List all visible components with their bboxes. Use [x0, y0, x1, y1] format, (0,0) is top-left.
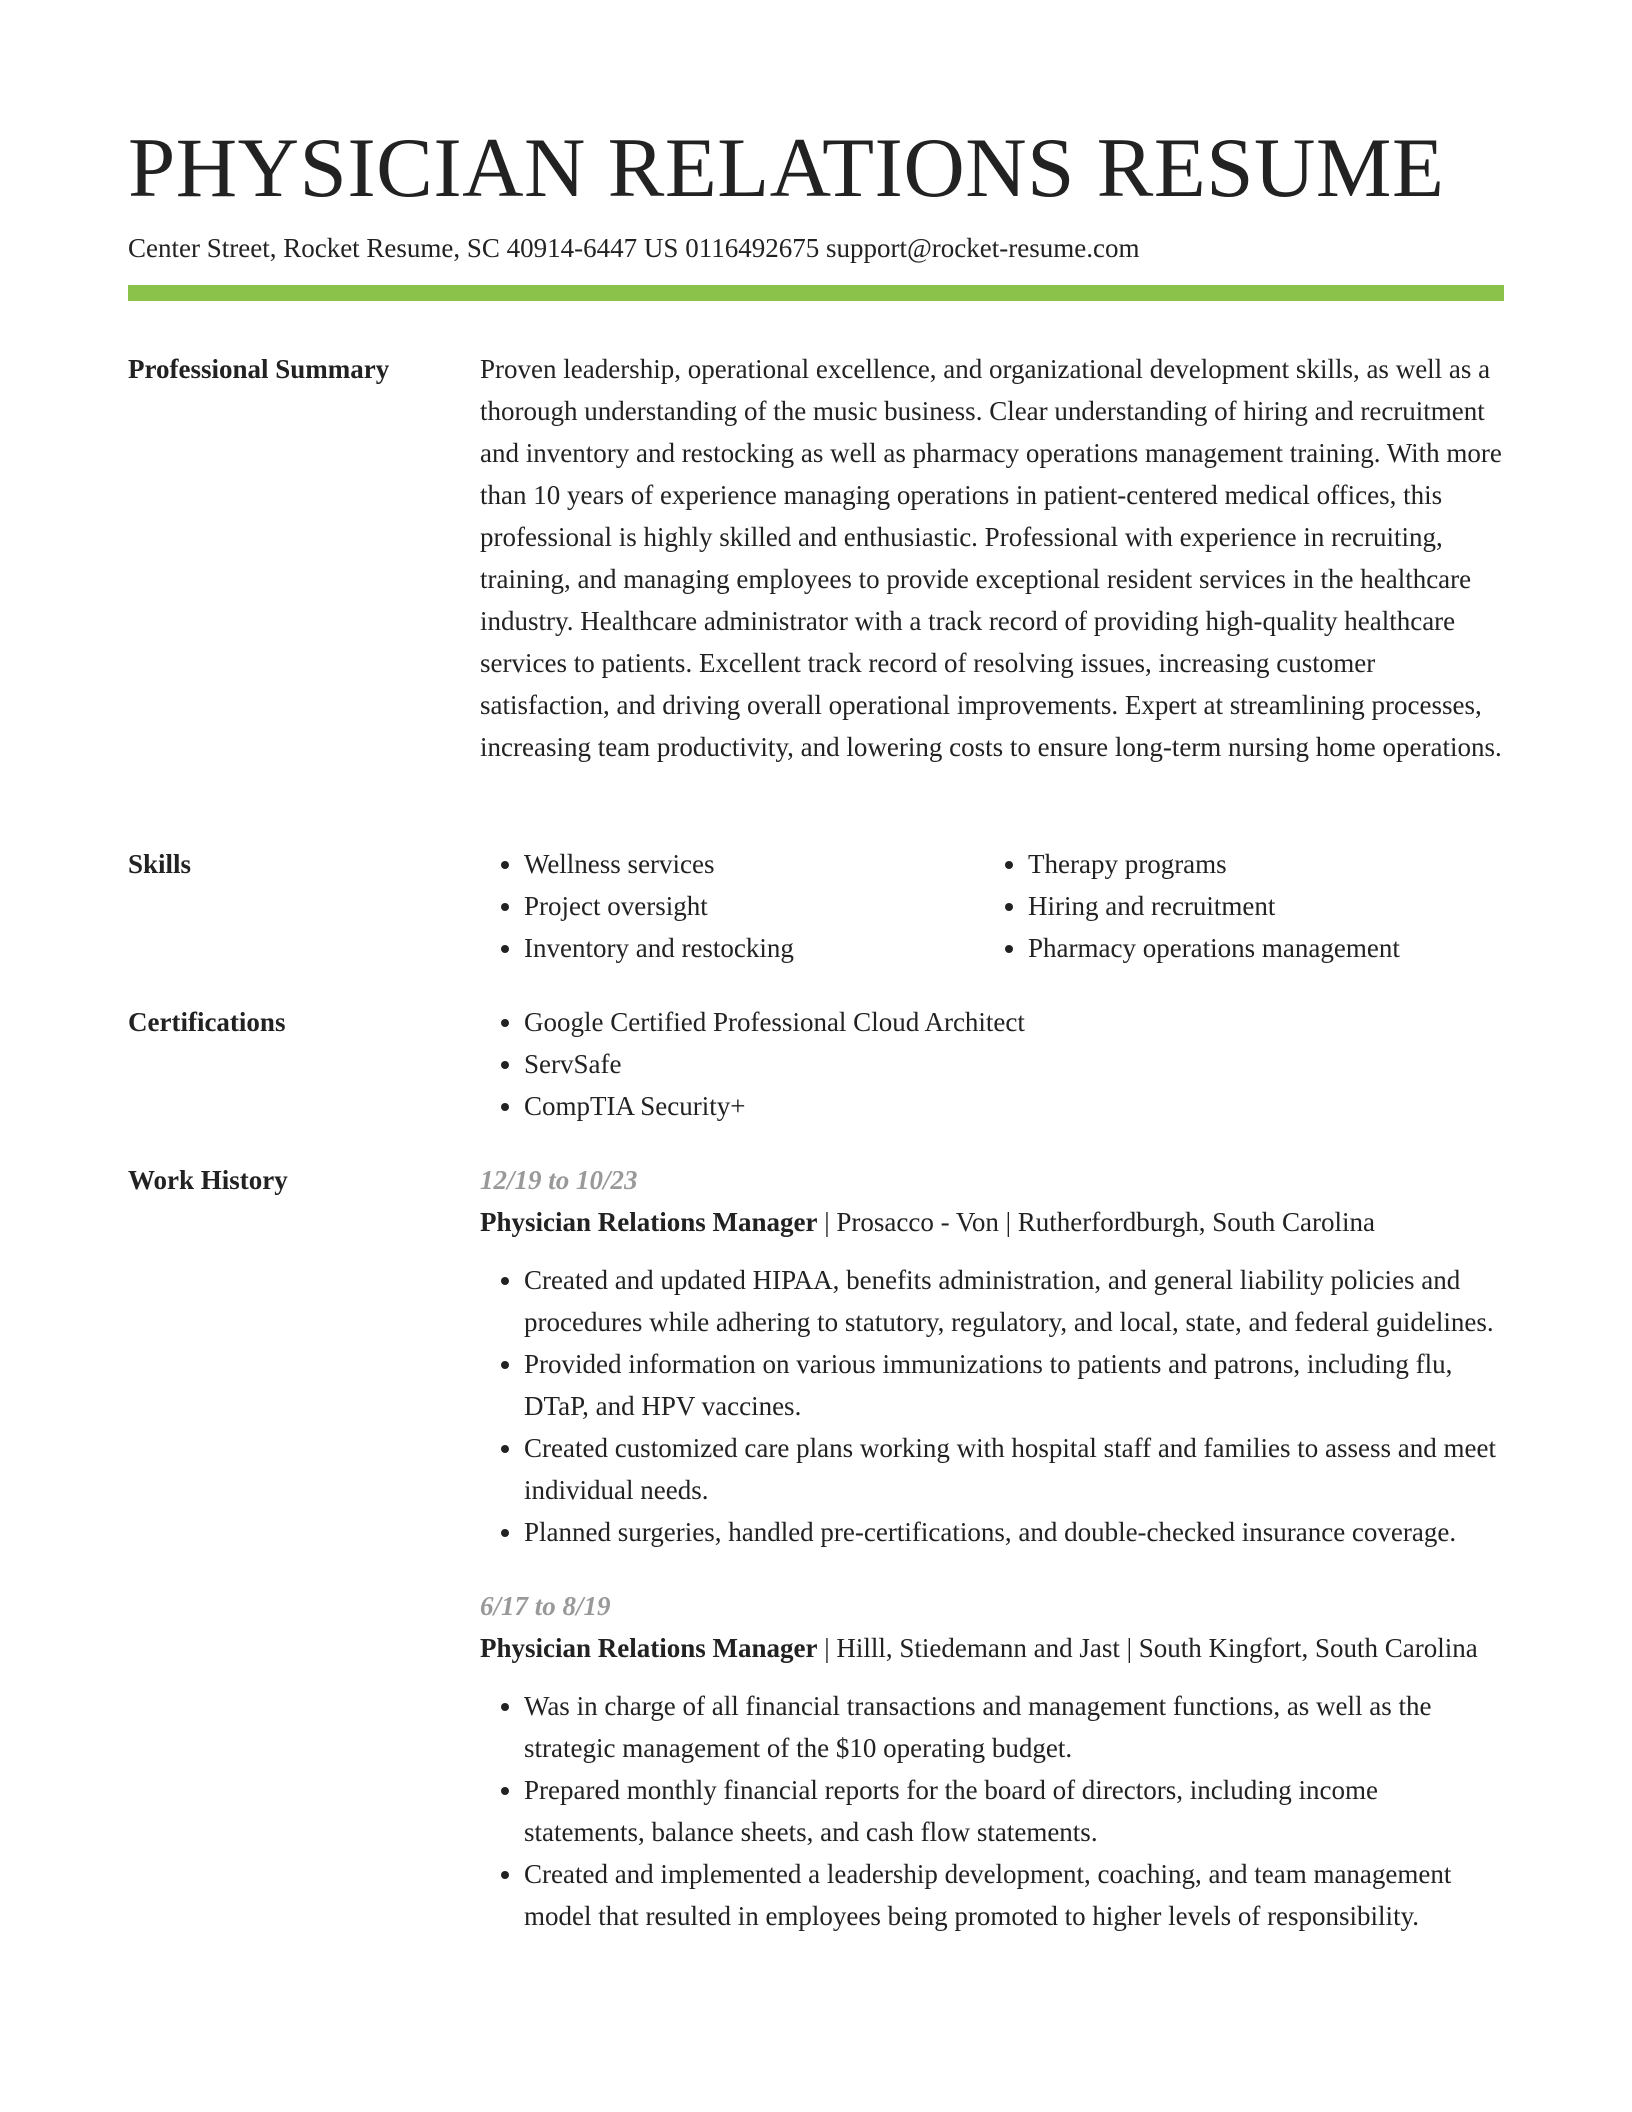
job-title: Physician Relations Manager — [480, 1207, 818, 1237]
skills-label: Skills — [128, 849, 192, 879]
skills-grid — [480, 843, 1504, 969]
certifications-label: Certifications — [128, 1007, 286, 1037]
job-bullets — [480, 1259, 1504, 1553]
job-bullet: • Created customized care plans working with hospital staff and families to assess and meet individual needs. — [524, 1427, 1504, 1511]
job-bullets — [480, 1685, 1504, 1937]
job-details: | Hilll, Stiedemann and Jast | South Kingfort, South Carolina — [817, 1633, 1478, 1663]
job-bullet: • Prepared monthly financial reports for the board of directors, including income statements, balance sheets, and cash flow statements. — [524, 1769, 1504, 1853]
skills-list-left — [480, 843, 984, 969]
resume-title: PHYSICIAN RELATIONS RESUME — [128, 121, 1445, 215]
contact-line: Center Street, Rocket Resume, SC 40914-6447 US 0116492675 support@rocket-resume.com — [128, 233, 1140, 263]
skill-item: • Pharmacy operations management — [1028, 927, 1488, 969]
skill-item: • Project oversight — [524, 885, 984, 927]
certification-item: • ServSafe — [524, 1043, 1504, 1085]
job-entry — [480, 1159, 1504, 1553]
skill-item: • Inventory and restocking — [524, 927, 984, 969]
skills-column-left — [480, 843, 984, 969]
job-heading — [480, 1627, 1504, 1669]
certifications-body — [480, 1001, 1504, 1127]
skills-list-right — [984, 843, 1488, 969]
job-bullet: • Created and updated HIPAA, benefits administration, and general liability policies and procedures while adhering to statutory, regulatory, and local, state, and federal guidelines. — [524, 1259, 1504, 1343]
certifications-list — [480, 1001, 1504, 1127]
skill-item: • Hiring and recruitment — [1028, 885, 1488, 927]
summary-body — [480, 348, 1504, 768]
skills-column-right — [984, 843, 1488, 969]
header-divider — [128, 285, 1504, 301]
summary-text: Proven leadership, operational excellence, and organizational development skills, as well as a thorough understanding of the music business. Clear understanding of hiring and recruitment and inventory and restocking as well as pharmacy operations management training. With more than 10 years of experience managing operations in patient-centered medical offices, this professional is highly skilled and enthusiastic. Professional with experience in recruiting, training, and managing employees to provide exceptional resident services in the healthcare industry. Healthcare administrator with a track record of providing high-quality healthcare services to patients. Excellent track record of resolving issues, increasing customer satisfaction, and driving overall operational improvements. Expert at streamlining processes, increasing team productivity, and lowering costs to ensure long-term nursing home operations. — [480, 354, 1502, 762]
job-bullet: • Planned surgeries, handled pre-certifications, and double-checked insurance coverage. — [524, 1511, 1504, 1553]
job-date: 12/19 to 10/23 — [480, 1165, 638, 1195]
job-bullet: • Was in charge of all financial transactions and management functions, as well as the strategic management of the $10 operating budget. — [524, 1685, 1504, 1769]
job-bullet: • Created and implemented a leadership development, coaching, and team management model that resulted in employees being promoted to higher levels of responsibility. — [524, 1853, 1504, 1937]
job-heading — [480, 1201, 1504, 1243]
work-history-label: Work History — [128, 1165, 288, 1195]
certification-item: • CompTIA Security+ — [524, 1085, 1504, 1127]
job-bullet: • Provided information on various immunizations to patients and patrons, including flu, DTaP, and HPV vaccines. — [524, 1343, 1504, 1427]
skill-item: • Therapy programs — [1028, 843, 1488, 885]
certification-item: • Google Certified Professional Cloud Architect — [524, 1001, 1504, 1043]
summary-label: Professional Summary — [128, 354, 390, 384]
job-entry — [480, 1585, 1504, 1937]
skill-item: • Wellness services — [524, 843, 984, 885]
job-title: Physician Relations Manager — [480, 1633, 818, 1663]
work-history-body — [480, 1159, 1504, 1937]
job-details: | Prosacco - Von | Rutherfordburgh, South Carolina — [817, 1207, 1376, 1237]
job-date: 6/17 to 8/19 — [480, 1591, 611, 1621]
